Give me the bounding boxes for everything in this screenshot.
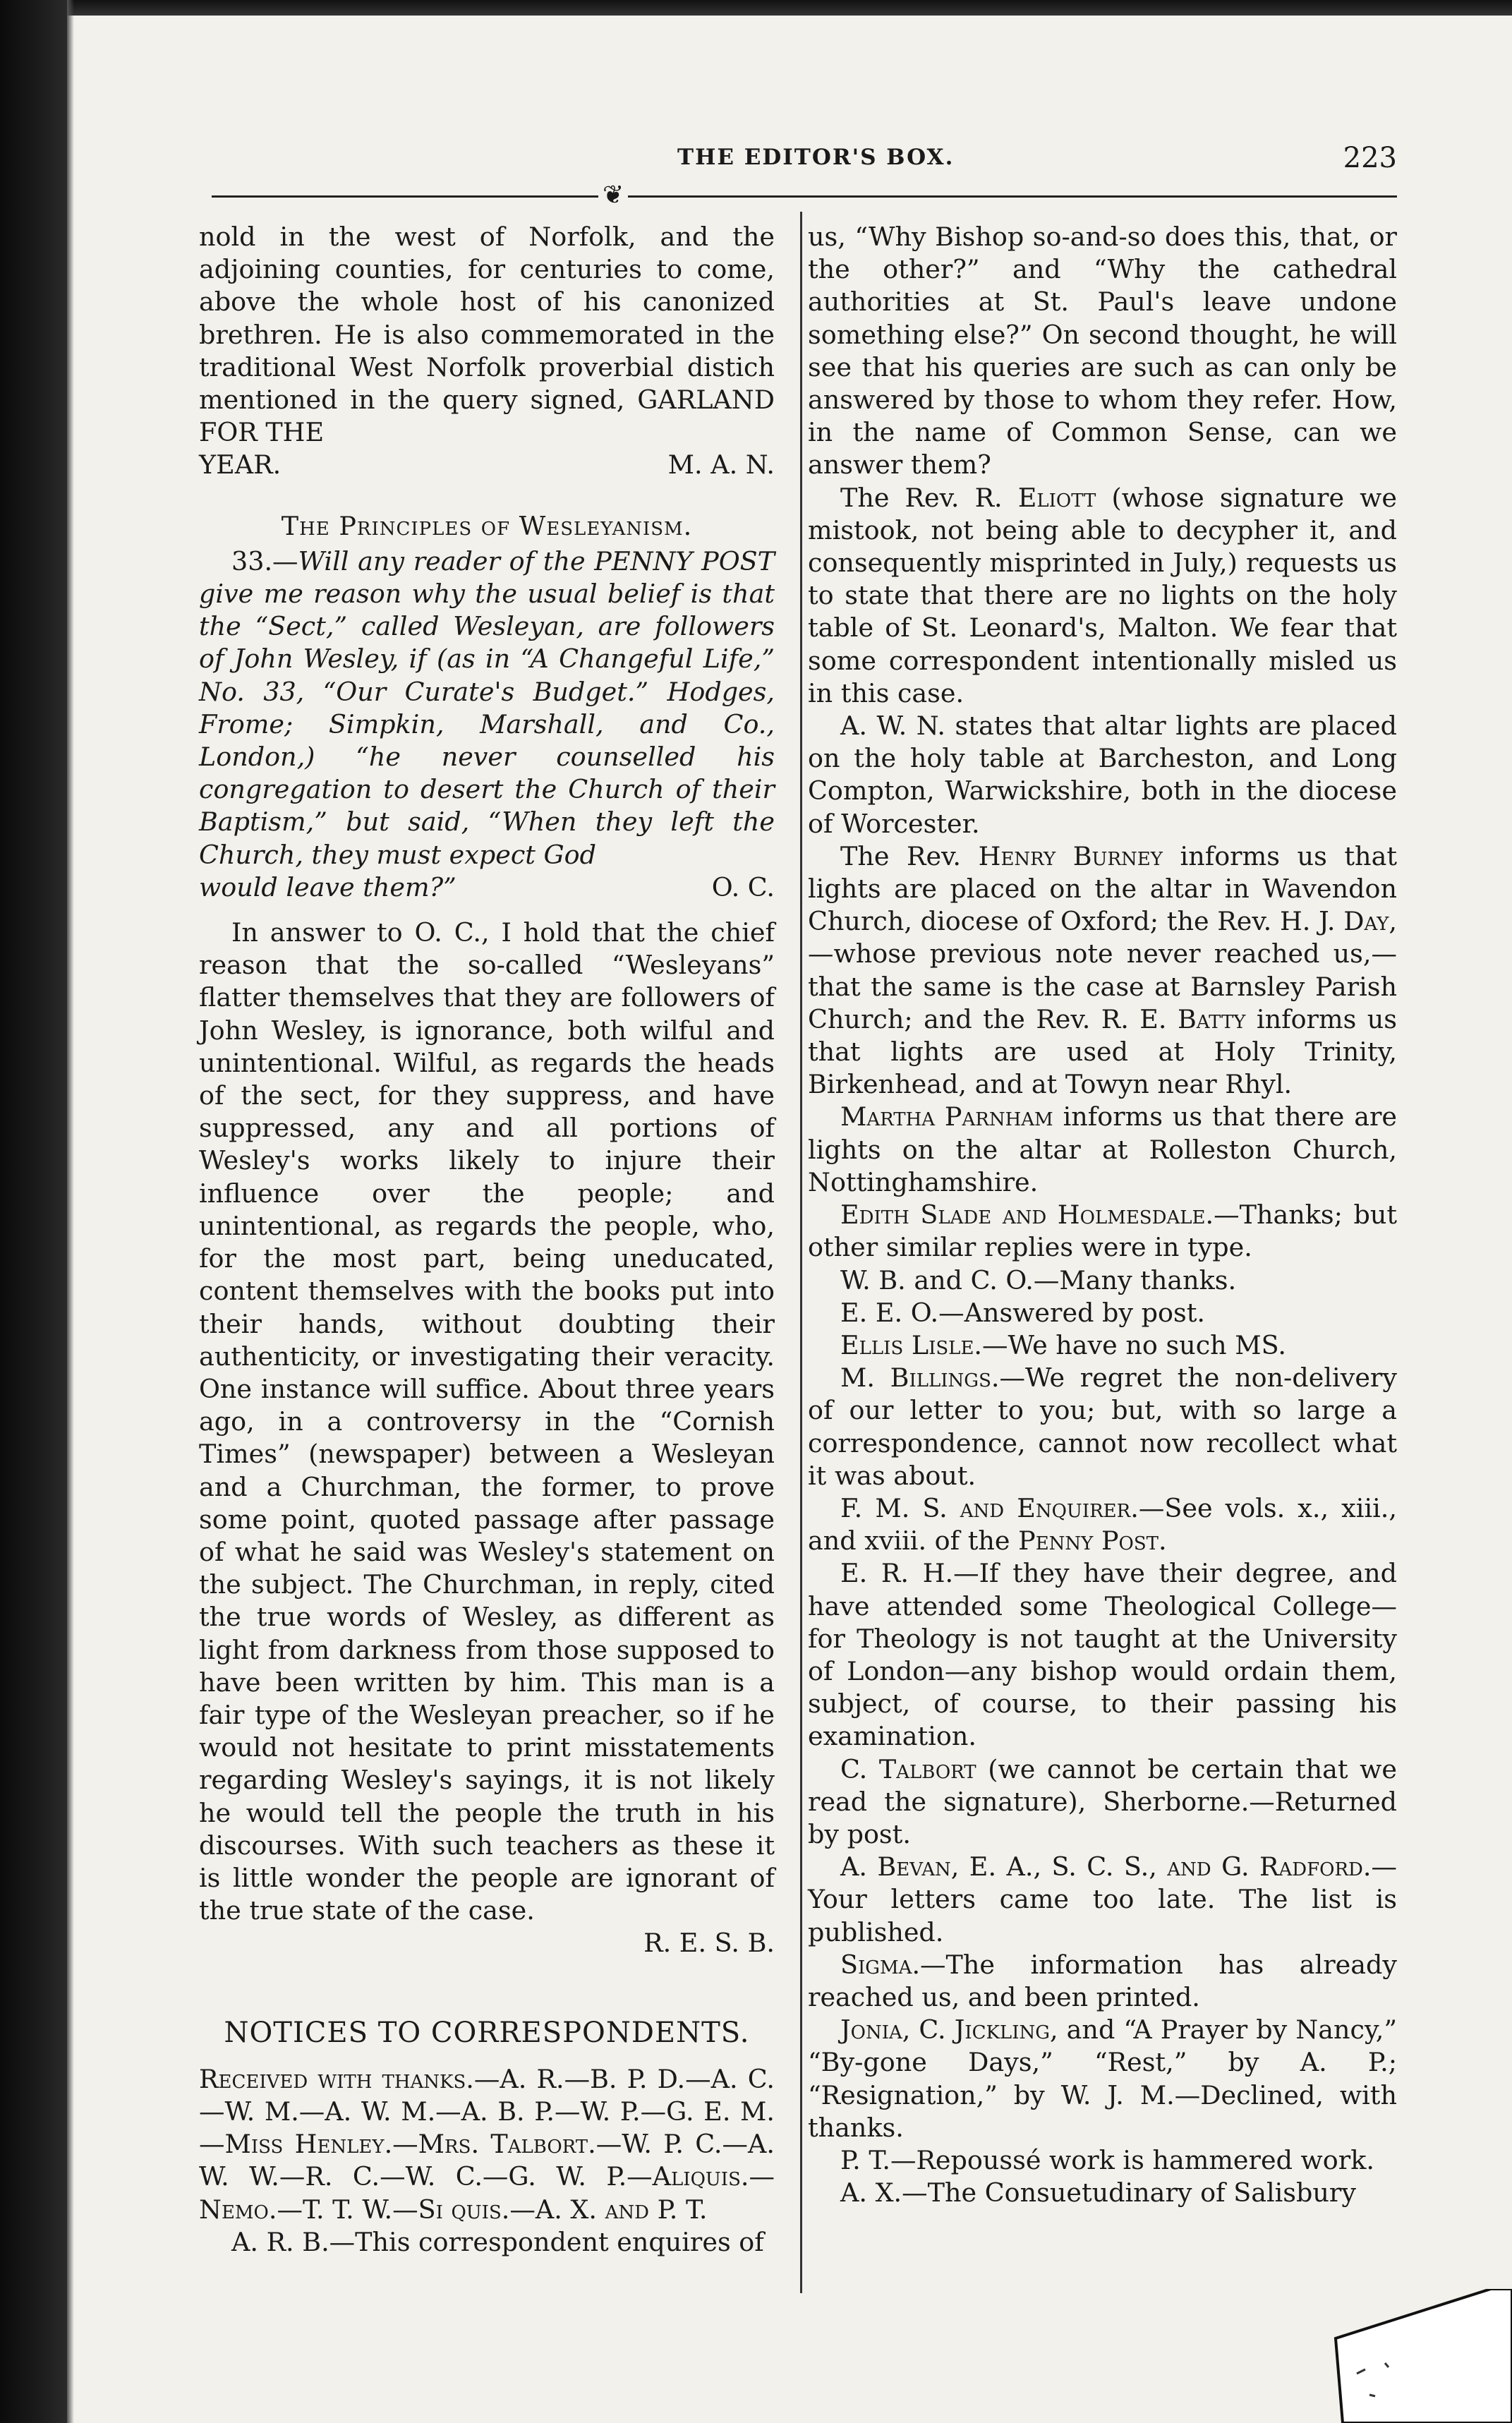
query-closing-line	[199, 871, 775, 904]
received-label: Received with thanks.	[199, 2063, 474, 2094]
page-number: 223	[1343, 142, 1397, 174]
notice-p12: E. R. H.—If they have their degree, and have attended some Theological College—for Theology is not taught at the University of London—any bishop would ordain them, subject, of course, to their passing his examination.	[808, 1558, 1397, 1752]
notice-p16: Jonia, C. Jickling, and “A Prayer by Nancy,” “By-gone Days,” “Rest,” by A. P.; “Resignation,” by W. J. M.—Declined, with thanks.	[808, 2014, 1397, 2143]
left-column	[199, 221, 775, 2259]
intro-signature: M. A. N.	[667, 449, 775, 481]
intro-closing-line	[199, 449, 775, 481]
page-top-scan-edge	[0, 0, 1512, 16]
query-last-words: would leave them?”	[199, 871, 456, 902]
notice-p15: Sigma.—The information has already reached us, and been printed.	[808, 1949, 1397, 2012]
answer-paragraph: In answer to O. C., I hold that the chief reason that the so-called “Wesleyans” flatter themselves that they are followers of John Wesley, is ignorance, both wilful and unintentional. Wilful, as regards the heads of the sect, for they suppress, and have suppressed, any and all portions of Wesley's works likely to injure their influence over the people; and unintentional, as regards the people, who, for the most part, being uneducated, content themselves with the books put into their hands, without doubting their authenticity, or investigating their veracity. One instance will suffice. About three years ago, in a controversy in the “Cornish Times” (newspaper) between a Wesleyan and a Churchman, the former, to prove some point, quoted passage after passage of what he said was Wesley's statement on the subject. The Churchman, in reply, cited the true words of Wesley, as different as light from darkness from those supposed to have been written by him. This man is a fair type of the Wesleyan preacher, so if he would not hesitate to print misstatements regarding Wesley's sayings, it is not likely he would tell the people the truth in his discourses. With such teachers as these it is little wonder the people are ignorant of the true state of the case.	[199, 917, 775, 1926]
query-paragraph	[199, 545, 775, 871]
notice-p2-name: R. Eliott	[974, 482, 1096, 513]
notice-p11: F. M. S. and Enquirer.—See vols. x., xiii., and xviii. of the Penny Post.	[808, 1492, 1397, 1557]
right-column	[808, 221, 1397, 2209]
page-binding-edge	[67, 0, 74, 2423]
ornament-icon: ❦	[598, 185, 628, 206]
page-binding-shadow	[0, 0, 67, 2423]
notice-p7: W. B. and C. O.—Many thanks.	[840, 1264, 1237, 1295]
notice-p1: us, “Why Bishop so-and-so does this, that, or the other?” and “Why the cathedral authorities at St. Paul's leave undone something else?” On second thought, he will see that his queries are such as can only be answered by those to whom they refer. How, in the name of Common Sense, can we answer them?	[808, 222, 1397, 481]
query-number: 33.—	[231, 545, 298, 576]
column-divider	[800, 212, 802, 2293]
notice-p5: Martha Parnham informs us that there are lights on the altar at Rolleston Church, Nottinghamshire.	[808, 1101, 1397, 1197]
notice-p6: Edith Slade and Holmesdale.—Thanks; but other similar replies were in type.	[808, 1200, 1397, 1263]
notice-p4: The Rev. Henry Burney informs us that lights are placed on the altar in Wavendon Church, diocese of Oxford; the Rev. H. J. Day,—whose previous note never reached us,—that the same is the case at Barnsley Parish Church; and the Rev. R. E. Batty informs us that lights are used at Holy Trinity, Birkenhead, and at Towyn near Rhyl.	[808, 840, 1398, 1100]
notice-p14: A. Bevan, E. A., S. C. S., and G. Radford.—Your letters came too late. The list is published.	[808, 1851, 1397, 1947]
notice-p18: A. X.—The Consuetudinary of Salisbury	[840, 2177, 1356, 2209]
answer-signature: R. E. S. B.	[643, 1928, 775, 1959]
notice-p3: A. W. N. states that altar lights are placed on the holy table at Barcheston, and Long Compton, Warwickshire, both in the diocese of Worcester.	[808, 711, 1397, 839]
received-paragraph	[199, 2063, 775, 2226]
notice-p8: E. E. O.—Answered by post.	[840, 1297, 1205, 1328]
section-title: The Principles of Wesleyanism.	[281, 510, 693, 541]
running-title: THE EDITOR'S BOX.	[677, 145, 955, 170]
notices-title: NOTICES TO CORRESPONDENTS.	[224, 2016, 750, 2049]
notice-p2: The Rev. R. Eliott (whose signature we mistook, not being able to decypher it, and consequently misprinted in July,) requests us to state that there are no lights on the holy table of St. Leonard's, Malton. We fear that some correspondent intentionally misled us in this case.	[808, 482, 1398, 708]
notice-p10: M. Billings.—We regret the non-delivery of our letter to you; but, with so large a correspondence, cannot now recollect what it was about.	[808, 1362, 1397, 1491]
query-signature: O. C.	[711, 871, 775, 902]
notice-p13: C. Talbort (we cannot be certain that we read the signature), Sherborne.—Returned by post.	[808, 1753, 1397, 1849]
intro-last-word: YEAR.	[199, 449, 282, 481]
received-list: —A. R.—B. P. D.—A. C.—W. M.—A. W. M.—A. B. P.—W. P.—G. E. M.—Miss Henley.—Mrs. Talbort.—W. P. C.—A. W. W.—R. C.—W. C.—G. W. P.—Aliquis.—Nemo.—T. T. W.—Si quis.—A. X. and P. T.	[199, 2063, 775, 2225]
folded-corner-mark	[1314, 2289, 1512, 2423]
notice-p9: Ellis Lisle.—We have no such MS.	[840, 1329, 1286, 1360]
query-text: Will any reader of the PENNY POST give me reason why the usual belief is that the “Sect,” called Wesleyan, are followers of John Wesley, if (as in “A Changeful Life,” No. 33, “Our Curate's Budget.” Hodges, Frome; Simpkin, Marshall, and Co., London,) “he never counselled his congregation to desert the Church of their Baptism,” but said, “When they left the Church, they must expect God	[199, 545, 775, 870]
header-rule	[212, 195, 1397, 198]
intro-paragraph: nold in the west of Norfolk, and the adjoining counties, for centuries to come, above the whole host of his canonized brethren. He is also commemorated in the traditional West Norfolk proverbial distich mentioned in the query signed, GARLAND FOR THE	[199, 222, 775, 448]
arb-paragraph: A. R. B.—This correspondent enquires of	[231, 2226, 764, 2257]
notice-p17: P. T.—Repoussé work is hammered work.	[840, 2144, 1374, 2175]
running-header	[212, 142, 1397, 187]
